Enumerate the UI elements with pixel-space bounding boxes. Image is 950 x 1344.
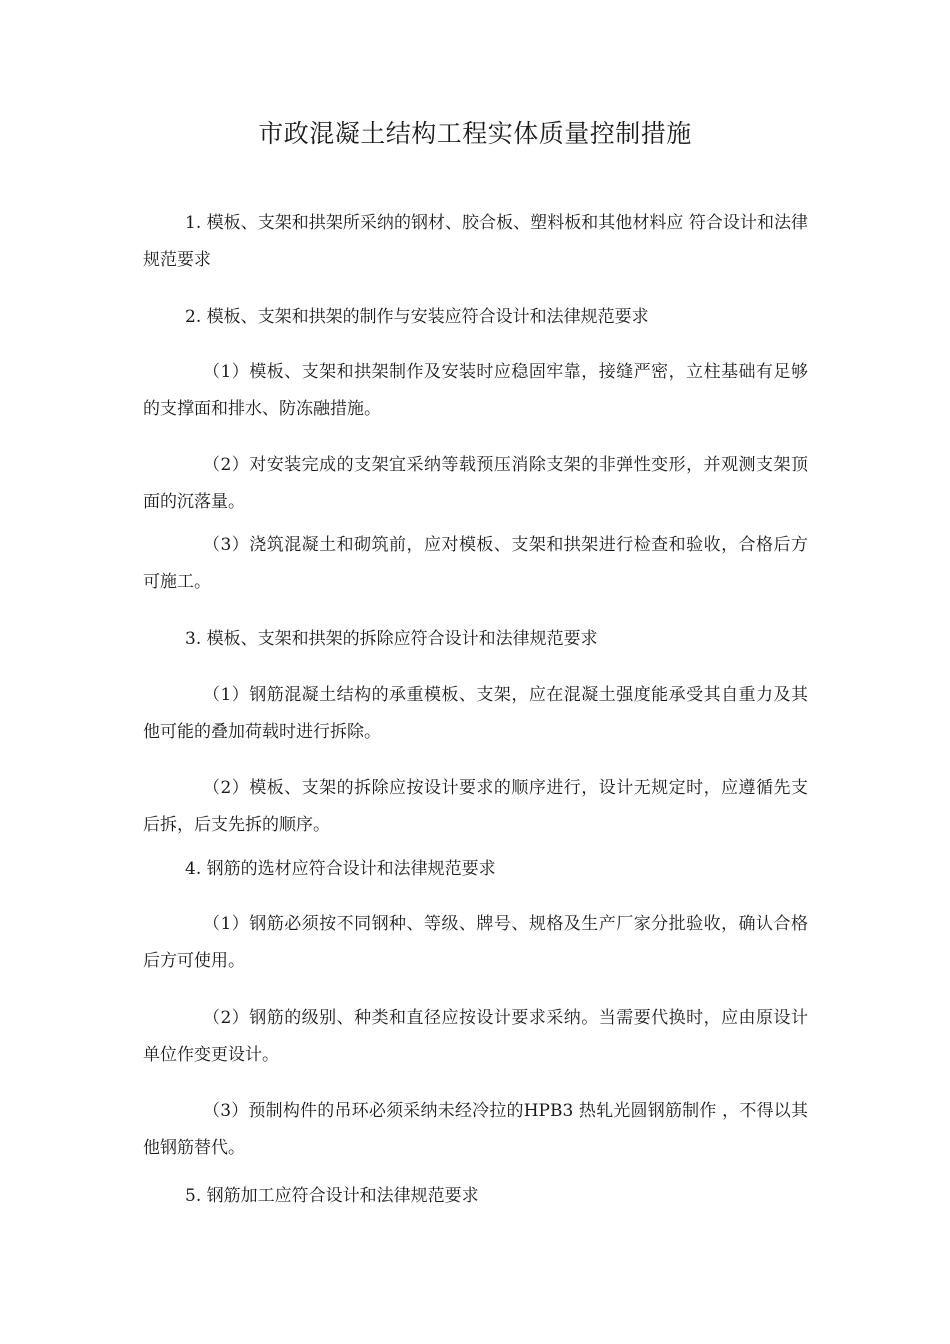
paragraph-2: 2. 模板、支架和拱架的制作与安装应符合设计和法律规范要求 xyxy=(185,307,649,327)
paragraph-1: 1. 模板、支架和拱架所采纳的钢材、胶合板、塑料板和其他材料应 符合设计和法律规范要求 xyxy=(143,213,808,270)
paragraph-3: 3. 模板、支架和拱架的拆除应符合设计和法律规范要求 xyxy=(185,629,598,649)
paragraph-5: 5. 钢筋加工应符合设计和法律规范要求 xyxy=(185,1186,479,1206)
paragraph-2-3: （3）浇筑混凝土和砌筑前，应对模板、支架和拱架进行检查和验收，合格后方可施工。 xyxy=(143,535,808,592)
paragraph-4-2: （2）钢筋的级别、种类和直径应按设计要求采纳。当需要代换时，应由原设计单位作变更设计。 xyxy=(143,1008,808,1065)
paragraph-2-2: （2）对安装完成的支架宜采纳等载预压消除支架的非弹性变形，并观测支架顶面的沉落量。 xyxy=(143,455,808,512)
paragraph-3-1: （1）钢筋混凝土结构的承重模板、支架，应在混凝土强度能承受其自重力及其他可能的叠加荷载时进行拆除。 xyxy=(143,685,808,742)
paragraph-4-3: （3）预制构件的吊环必须采纳未经冷拉的HPB3 热轧光圆钢筋制作 ，不得以其他钢筋替代。 xyxy=(143,1101,808,1158)
paragraph-4: 4. 钢筋的选材应符合设计和法律规范要求 xyxy=(185,859,496,879)
paragraph-4-1: （1）钢筋必须按不同钢种、等级、牌号、规格及生产厂家分批验收，确认合格后方可使用。 xyxy=(143,914,808,971)
page-title: 市政混凝土结构工程实体质量控制措施 xyxy=(258,119,692,148)
paragraph-2-1: （1）模板、支架和拱架制作及安装时应稳固牢靠，接缝严密，立柱基础有足够的支撑面和排水、防冻融措施。 xyxy=(143,362,808,419)
paragraph-3-2: （2）模板、支架的拆除应按设计要求的顺序进行，设计无规定时，应遵循先支后拆，后支先拆的顺序。 xyxy=(143,778,808,835)
